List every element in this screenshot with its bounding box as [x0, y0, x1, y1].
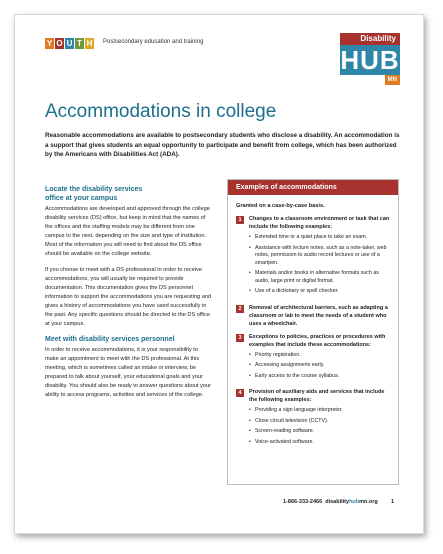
intro-paragraph: Reasonable accommodations are available to postsecondary students who disclose a disability. An accommodation is a support that gives students an equal opportunity to participate and benefit from college, which has been authorized by the Americans with Disabilities Act (ADA).: [45, 132, 400, 158]
footer-site-hub: hub: [349, 499, 360, 505]
example-bullets: [249, 352, 390, 381]
youth-logo-letter: U: [66, 39, 73, 48]
logo-top-text: Disability: [340, 33, 400, 45]
youth-logo-letter: O: [56, 39, 63, 48]
footer-phone: 1-866-333-2466: [283, 499, 323, 505]
example-item: [236, 388, 390, 449]
section2-paragraph: In order to receive accommodations, it is your responsibility to make an appointment to meet with the DS professional. At this meeting, which is sometimes called an intake or interview, be prepared to talk about yourself, your educational goals and your disability. You should also be ready to answer questions about your ability to access programs, activities and services of the college.: [45, 347, 211, 398]
example-item: [236, 333, 390, 384]
example-bullets: [249, 407, 390, 446]
example-bullet: • Voice-activated software.: [249, 439, 390, 447]
example-bullet: • Assistance with lecture notes, such as a note-taker, web notes, permission to audio record lectures or use of a smartpen.: [249, 245, 390, 268]
example-bullet: • Early access to the course syllabus.: [249, 373, 390, 381]
tagline: Postsecondary education and training: [103, 39, 204, 45]
example-item-title: Changes to a classroom environment or task that can include the following examples:: [249, 216, 390, 230]
youth-logo-letter: Y: [46, 39, 53, 48]
example-bullet: • Extended time or a quiet place to take an exam.: [249, 234, 390, 242]
example-bullet: • Close circuit television (CCTV).: [249, 418, 390, 426]
box-body: [228, 195, 398, 449]
section1-heading: [45, 185, 213, 203]
example-item: [236, 215, 390, 299]
footer-site-post: mn.org: [359, 499, 378, 505]
footer-site[interactable]: [325, 499, 378, 505]
example-bullet: • Screen-reading software.: [249, 428, 390, 436]
footer-contact: [283, 499, 378, 505]
left-column: [45, 185, 213, 400]
disability-hub-logo: [340, 33, 400, 91]
youth-logo-letter: T: [75, 38, 84, 49]
granted-note: Granted on a case-by-case basis.: [236, 203, 325, 209]
example-item-title: Removal of architectural barriers, such as adapting a classroom or lab to meet the needs of a student who uses a wheelchair.: [249, 304, 388, 327]
section1-paragraph2: If you choose to meet with a DS professional in order to receive accommodations, you will usually be required to provide documentation. This documentation gives the DS personnel information to support the accommodations you are requesting and gives a history of accommodations you have used successfully in the past. Any specific questions should be directed to the DS office at your campus.: [45, 267, 212, 327]
example-item: [236, 304, 390, 328]
section1-heading-line2: office at your campus: [45, 195, 118, 202]
example-bullet: • Accessing assignments early.: [249, 362, 390, 370]
box-heading: Examples of accommodations: [228, 180, 398, 195]
example-item-body: [249, 333, 390, 384]
example-bullet: • Materials and/or books in alternative formats such as audio, large print or digital format.: [249, 270, 390, 285]
page-title: Accommodations in college: [45, 101, 277, 122]
page-number: 1: [391, 499, 395, 505]
footer-site-pre: disability: [325, 499, 350, 505]
example-bullet: • Use of a dictionary or spell checker.: [249, 288, 390, 296]
logo-bottom-text: MN: [385, 75, 400, 85]
document-page: [14, 14, 424, 534]
example-item-title: Provision of auxiliary aids and services that include the following examples:: [249, 389, 385, 403]
youth-logo: [45, 38, 95, 49]
example-bullet: • Priority registration.: [249, 352, 390, 360]
logo-main-text: HUB: [340, 45, 400, 75]
example-item-body: [249, 388, 390, 449]
example-list: [236, 215, 390, 449]
example-bullets: [249, 234, 390, 296]
logo-bottom: [340, 75, 400, 85]
example-item-body: [249, 304, 390, 328]
section1-paragraph1: Accommodations are developed and approved through the college disability services (DS) office, but keep in mind that the names of the offices and the staffing models may be different from one campus to the next, depending on the size and type of institution. Most of the information you will need to find about the DS office should be available on the college website.: [45, 206, 210, 257]
example-number-badge: 2: [236, 305, 244, 313]
example-number-badge: 1: [236, 216, 244, 224]
example-number-badge: 4: [236, 389, 244, 397]
section1-heading-line1: Locate the disability services: [45, 186, 143, 193]
example-bullet: • Providing a sign language interpreter.: [249, 407, 390, 415]
example-number-badge: 3: [236, 334, 244, 342]
example-item-body: [249, 215, 390, 299]
accommodations-examples-box: [227, 179, 399, 485]
youth-logo-letter: H: [86, 39, 93, 48]
example-item-title: Exceptions to policies, practices or procedures with examples that include these accommodations:: [249, 333, 386, 348]
section2-heading: Meet with disability services personnel: [45, 336, 175, 343]
